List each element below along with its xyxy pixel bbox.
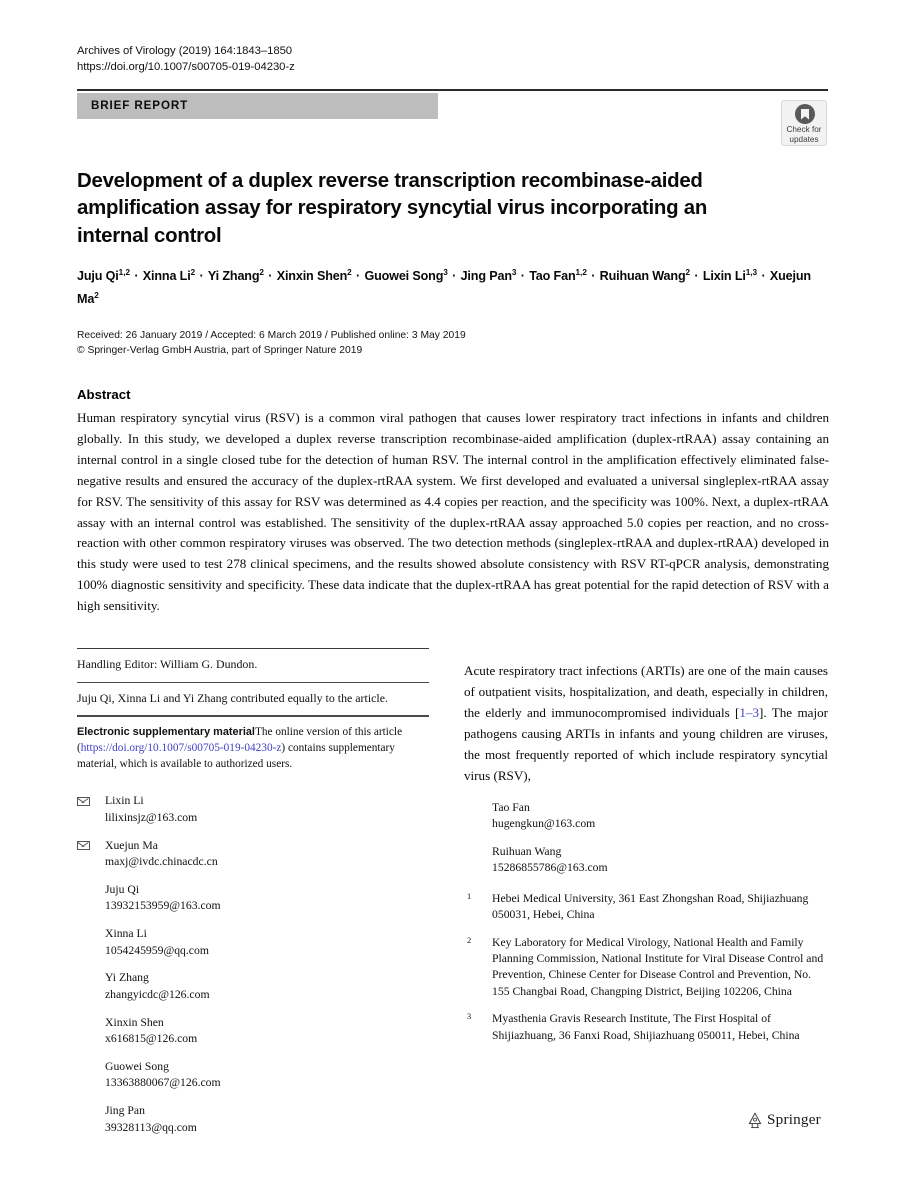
author-name: Xinxin Shen (276, 269, 348, 284)
contact-list-right (464, 800, 828, 877)
introduction-paragraph (464, 661, 828, 786)
contact-email[interactable]: maxj@ivdc.chinacdc.cn (105, 854, 218, 868)
journal-citation-block (77, 44, 777, 75)
contact-email[interactable]: zhangyicdc@126.com (105, 987, 210, 1001)
contact-email[interactable]: 1054245959@qq.com (105, 943, 209, 957)
author-name: Jing Pan (460, 269, 512, 284)
esm-note (77, 717, 429, 781)
received-accepted-line: Received: 26 January 2019 / Accepted: 6 March 2019 / Published online: 3 May 2019 (77, 330, 466, 341)
author-name: Juju Qi (77, 269, 119, 284)
header-rule (77, 89, 828, 91)
journal-citation: Archives of Virology (2019) 164:1843–1850 (77, 45, 293, 57)
author-name: Lixin Li (702, 269, 746, 284)
author-affiliation-marker: 2 (347, 268, 352, 277)
author-name: Tao Fan (529, 269, 576, 284)
author-affiliation-marker: 1,2 (575, 268, 587, 277)
author-contact (77, 970, 429, 1003)
contact-name: Lixin Li (105, 794, 144, 808)
abstract-text: Human respiratory syncytial virus (RSV) is a common viral pathogen that causes lower respiratory tract infections in infants and children globally. In this study, we developed a duplex reverse transcription recombinase-aided amplification (duplex-rtRAA) assay containing an internal control in a single closed tube for the detection of human RSV. The internal control in the amplification effectively eliminated false-negative results and ensured the accuracy of the duplex-rtRAA system. We first developed and evaluated a universal singleplex-rtRAA assay for RSV. The sensitivity of this assay for RSV was determined as 4.4 copies per reaction, and the specificity was 100%. Next, a duplex-rtRAA assay with an internal control was established. The sensitivity of the duplex-rtRAA assay approached 5.0 copies per reaction, and no cross-reaction with other common respiratory viruses was observed. The two detection methods (singleplex-rtRAA and duplex-rtRAA) developed in this study were used to test 278 clinical specimens, and the results showed absolute consistency with RSV RT-qPCR analysis, demonstrating 100% diagnostic sensitivity and specificity. These data indicate that the duplex-rtRAA has great potential for the rapid detection of RSV with a high sensitivity. (77, 410, 829, 614)
section-type-banner (77, 93, 438, 119)
publisher-logo (747, 1110, 829, 1134)
esm-doi-link[interactable]: https://doi.org/10.1007/s00705-019-04230-z (80, 741, 282, 754)
author-separator: · (517, 269, 529, 284)
author-contact (464, 844, 828, 877)
esm-label: Electronic supplementary material (77, 725, 255, 738)
affiliation-text: Hebei Medical University, 361 East Zhongshan Road, Shijiazhuang 050031, Hebei, China (492, 891, 809, 922)
contact-email[interactable]: 39328113@qq.com (105, 1120, 197, 1134)
contact-name: Tao Fan (492, 800, 530, 814)
author-separator: · (758, 269, 769, 284)
crossmark-logo-icon (795, 104, 815, 124)
citation-reference-1-3[interactable]: 1–3 (739, 704, 760, 720)
affiliation-item (464, 1011, 828, 1044)
affiliation-number: 2 (467, 935, 472, 945)
contact-email[interactable]: 13363880067@126.com (105, 1076, 221, 1090)
affiliation-list (464, 891, 828, 1044)
contact-email[interactable]: hugengkun@163.com (492, 817, 596, 831)
abstract-heading: Abstract (77, 387, 131, 402)
contact-name: Jing Pan (105, 1104, 145, 1118)
author-separator: · (196, 269, 207, 284)
author-separator: · (131, 269, 142, 284)
affiliation-text: Key Laboratory for Medical Virology, National Health and Family Planning Commission, National Institute for Viral Disease Control and Prevention, Chinese Center for Disease Control and Prevention, No. 155 Changbai Road, Changping District, Beijing 102206, China (492, 935, 824, 998)
author-name: Ruihuan Wang (599, 269, 686, 284)
author-name: Xinna Li (142, 269, 191, 284)
envelope-icon (77, 841, 90, 850)
handling-editor-note: Handling Editor: William G. Dundon. (77, 657, 258, 672)
crossmark-label-line2: updates (789, 134, 819, 144)
author-list (77, 263, 829, 309)
author-contact (77, 1015, 429, 1048)
intro-text-after-ref: ]. The major pathogens causing ARTIs in infants and young children are viruses, the most frequently reported of which include respiratory syncytial virus (RSV), (464, 704, 828, 783)
author-separator: · (691, 269, 702, 284)
author-affiliation-marker: 3 (511, 268, 517, 277)
contact-email[interactable]: lilixinsjz@163.com (105, 810, 198, 824)
affiliation-item (464, 935, 828, 1001)
author-contact (77, 882, 429, 915)
author-affiliation-marker: 1,3 (745, 268, 758, 277)
contact-name: Xuejun Ma (105, 838, 158, 852)
author-name: Xuejun Ma (77, 269, 811, 307)
affiliation-text: Myasthenia Gravis Research Institute, The First Hospital of Shijiazhuang, 36 Fanxi Road, Shijiazhuang 050011, Hebei, China (492, 1012, 800, 1042)
author-contact (77, 1059, 429, 1092)
contact-name: Xinna Li (105, 927, 147, 941)
crossmark-badge[interactable] (781, 100, 827, 146)
contact-name: Juju Qi (105, 882, 140, 896)
author-affiliation-marker: 2 (685, 268, 691, 277)
author-contact (77, 793, 429, 826)
contact-name: Xinxin Shen (105, 1015, 164, 1029)
right-column (464, 648, 828, 1055)
publisher-name: Springer (767, 1111, 821, 1128)
author-separator: · (448, 269, 460, 284)
page-title: Development of a duplex reverse transcription recombinase-aided amplification assay for respiratory syncytial virus incorporating an internal control (77, 169, 708, 247)
contact-email[interactable]: x616815@126.com (105, 1032, 198, 1046)
left-column (77, 648, 429, 1148)
author-affiliation-marker: 2 (190, 268, 196, 277)
author-name: Yi Zhang (207, 269, 260, 284)
contact-name: Yi Zhang (105, 971, 149, 985)
esm-text-after: ) contains supplementary material, which is available to authorized users. (77, 741, 395, 770)
author-contact (77, 838, 429, 871)
author-separator: · (587, 269, 599, 284)
intro-text-before-ref: Acute respiratory tract infections (ARTIs) are one of the main causes of outpatient visits, hospitalization, and death, especially in children, the elderly and immunocompromised individuals [ (464, 663, 828, 720)
author-separator: · (264, 269, 276, 284)
copyright-line: © Springer-Verlag GmbH Austria, part of Springer Nature 2019 (77, 344, 363, 356)
affiliation-number: 1 (467, 891, 472, 901)
author-contact (77, 1103, 429, 1136)
affiliation-number: 3 (467, 1012, 472, 1022)
author-affiliation-marker: 3 (443, 268, 448, 277)
esm-text-before: The online version of this article ( (77, 725, 403, 754)
author-affiliation-marker: 1,2 (118, 268, 131, 277)
crossmark-label (782, 125, 826, 144)
contact-email[interactable]: 13932153959@163.com (105, 899, 221, 913)
author-separator: · (352, 269, 364, 284)
publication-dates-block (77, 329, 777, 358)
crossmark-label-line1: Check for (786, 125, 822, 134)
contact-name: Ruihuan Wang (492, 844, 562, 858)
contact-email[interactable]: 15286855786@163.com (492, 861, 608, 875)
doi-url[interactable]: https://doi.org/10.1007/s00705-019-04230-z (77, 60, 295, 73)
section-type-label: BRIEF REPORT (91, 99, 189, 112)
author-affiliation-marker: 2 (94, 291, 99, 301)
envelope-icon (77, 797, 90, 806)
equal-contribution-note: Juju Qi, Xinna Li and Yi Zhang contributed equally to the article. (77, 690, 388, 705)
contact-list-left (77, 793, 429, 1136)
affiliation-item (464, 891, 828, 924)
springer-horse-logo-icon (747, 1112, 763, 1130)
author-name: Guowei Song (364, 269, 444, 284)
author-affiliation-marker: 2 (259, 268, 264, 277)
author-contact (77, 926, 429, 959)
author-contact (464, 800, 828, 833)
contact-name: Guowei Song (105, 1060, 169, 1074)
